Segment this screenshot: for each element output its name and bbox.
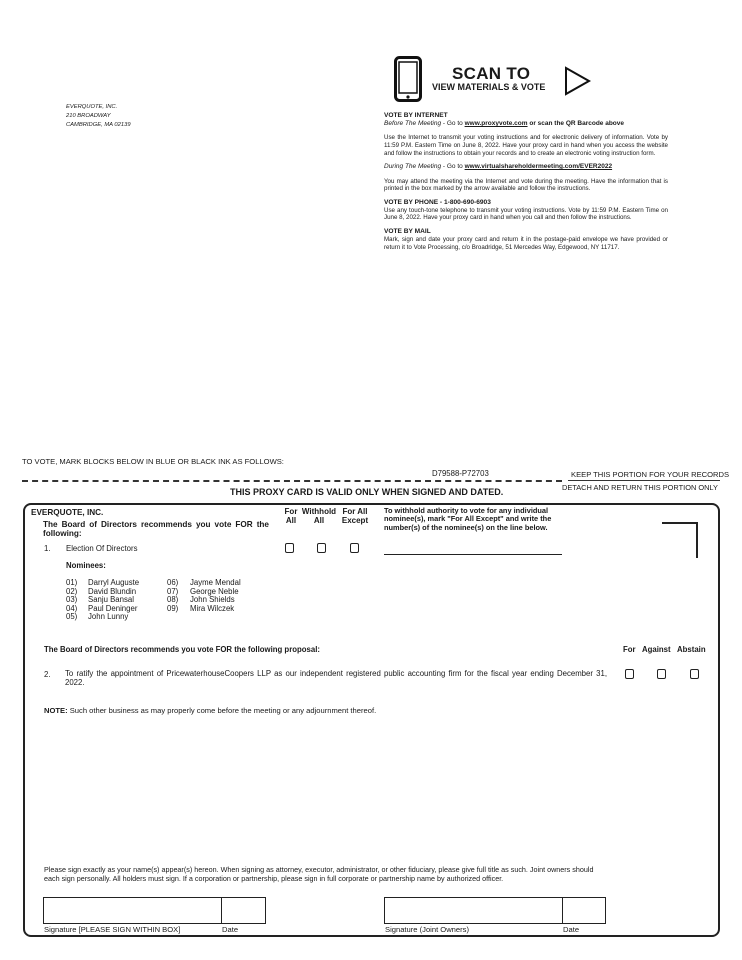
nominee-name: George Neble: [190, 586, 239, 596]
control-number: D79588-P72703: [432, 469, 489, 478]
column-against: Against: [642, 645, 671, 654]
nominee-name: John Shields: [190, 595, 235, 605]
voting-instructions: [384, 112, 668, 251]
arrow-right-icon: [564, 66, 592, 96]
note-label: NOTE:: [44, 706, 68, 715]
column-for: For: [623, 645, 636, 654]
joint-signature-box[interactable]: [384, 897, 563, 924]
column-for-all: For All: [284, 507, 298, 525]
for-all-except-checkbox[interactable]: [350, 543, 359, 553]
for-all-checkbox[interactable]: [285, 543, 294, 553]
nominee-name: Sanju Bansal: [88, 595, 134, 605]
board-recommendation-2: The Board of Directors recommends you vote FOR the following proposal:: [44, 645, 320, 654]
virtual-meeting-link[interactable]: www.virtualshareholdermeeting.com/EVER2022: [464, 163, 613, 171]
company-name: EVERQUOTE, INC.: [31, 508, 104, 517]
during-meeting-mid: - Go to: [441, 163, 465, 171]
item-2-number: 2.: [44, 670, 51, 679]
note-text: Such other business as may properly come before the meeting or any adjournment thereof.: [67, 706, 377, 715]
phone-body: Use any touch-tone telephone to transmit your voting instructions. Vote by 11:59 P.M. Eastern Time on June 8, 2022. Have your proxy card in hand when you call and then follow the instructions.: [384, 206, 668, 222]
return-address-line: CAMBRIDGE, MA 02139: [66, 122, 131, 128]
nominee-name: Darryl Auguste: [88, 578, 140, 587]
withhold-all-checkbox[interactable]: [317, 543, 326, 553]
joint-date-label: Date: [563, 925, 580, 934]
item-2-text: To ratify the appointment of PricewaterhouseCoopers LLP as our independent registered public accounting firm for the fiscal year ending December 31, 2022.: [65, 669, 607, 687]
proposal-against-checkbox[interactable]: [657, 669, 666, 679]
ink-instruction: TO VOTE, MARK BLOCKS BELOW IN BLUE OR BLACK INK AS FOLLOWS:: [22, 457, 284, 466]
keep-portion-note: KEEP THIS PORTION FOR YOUR RECORDS: [571, 470, 730, 479]
detach-solid-line: [568, 480, 720, 481]
phone-icon: [394, 56, 422, 102]
before-meeting-prefix: Before The Meeting: [384, 120, 442, 127]
nominees-label: Nominees:: [66, 561, 106, 570]
item-1-label: Election Of Directors: [66, 544, 138, 553]
joint-signature-label: Signature (Joint Owners): [385, 925, 469, 934]
column-withhold-all: Withhold All: [301, 507, 337, 525]
return-address: [66, 103, 131, 130]
internet-heading: VOTE BY INTERNET: [384, 112, 448, 119]
return-address-line: 210 BROADWAY: [66, 113, 111, 119]
proxyvote-link[interactable]: www.proxyvote.com: [464, 120, 528, 127]
nominee-number: 05): [66, 612, 78, 622]
item-1-number: 1.: [44, 544, 51, 553]
valid-note: THIS PROXY CARD IS VALID ONLY WHEN SIGNED AND DATED.: [230, 487, 504, 497]
signing-instruction: Please sign exactly as your name(s) appear(s) hereon. When signing as attorney, executor, administrator, or other fiduciary, please give full title as such. Joint owners should each sign personally. All holders must sign. If a corporation or partnership, please sign in full corporate or partnership name by authorized officer.: [44, 865, 594, 883]
scan-subtitle: VIEW MATERIALS & VOTE: [432, 82, 546, 92]
signature-box[interactable]: [43, 897, 222, 924]
during-body: You may attend the meeting via the Internet and vote during the meeting. Have the information that is printed in the box marked by the arrow available and follow the instructions.: [384, 177, 668, 193]
mail-body: Mark, sign and date your proxy card and return it in the postage-paid envelope we have provided or return it to Vote Processing, c/o Broadridge, 51 Mercedes Way, Edgewood, NY 11717.: [384, 235, 668, 251]
nominee-name: John Lunny: [88, 612, 129, 622]
nominee-name: David Blundin: [88, 586, 137, 596]
return-address-line: EVERQUOTE, INC.: [66, 104, 118, 110]
nominee-number: 08): [167, 595, 179, 605]
scan-title: SCAN TO: [452, 64, 531, 83]
date-box[interactable]: [221, 897, 266, 924]
except-nominees-line[interactable]: [384, 554, 562, 555]
nominee-name: Jayme Mendal: [190, 578, 241, 587]
before-meeting-mid: - Go to: [441, 120, 465, 127]
phone-heading: VOTE BY PHONE - 1-800-690-6903: [384, 198, 491, 206]
nominee-name: Mira Wilczek: [190, 603, 235, 613]
signature-label: Signature [PLEASE SIGN WITHIN BOX]: [44, 925, 181, 934]
joint-date-box[interactable]: [562, 897, 606, 924]
detach-dashed-line: [22, 480, 562, 482]
column-abstain: Abstain: [677, 645, 706, 654]
withhold-instruction: To withhold authority to vote for any individual nominee(s), mark "For All Except" and write the number(s) of the nominee(s) on the line below.: [384, 506, 552, 532]
before-meeting-line: [384, 120, 668, 128]
board-recommendation-1: The Board of Directors recommends you vote FOR the following:: [43, 520, 269, 538]
nominee-number: 07): [167, 586, 179, 596]
nominee-number: 01): [66, 578, 78, 587]
proposal-for-checkbox[interactable]: [625, 669, 634, 679]
proposal-abstain-checkbox[interactable]: [690, 669, 699, 679]
detach-portion-note: DETACH AND RETURN THIS PORTION ONLY: [562, 483, 718, 492]
column-for-all-except: For All Except: [341, 507, 369, 525]
during-meeting-line: [384, 163, 668, 171]
nominee-number: 04): [66, 603, 78, 613]
nominee-number: 09): [167, 603, 179, 613]
nominee-number: 03): [66, 595, 78, 605]
nominee-number: 02): [66, 586, 78, 596]
nominee-name: Paul Deninger: [88, 603, 138, 613]
before-meeting-suffix: or scan the QR Barcode above: [527, 120, 624, 127]
mail-heading: VOTE BY MAIL: [384, 227, 431, 235]
note: [44, 706, 376, 715]
internet-body: Use the Internet to transmit your voting instructions and for electronic delivery of information. Vote by 11:59 P.M. Eastern Time on June 8, 2022. Have your proxy card in hand when you access the website and follow the instructions to obtain your records and to create an electronic voting instruction form.: [384, 134, 668, 157]
date-label: Date: [222, 925, 239, 934]
corner-mark: [662, 522, 698, 558]
nominee-number: 06): [167, 578, 179, 587]
during-meeting-prefix: During The Meeting: [384, 163, 442, 171]
